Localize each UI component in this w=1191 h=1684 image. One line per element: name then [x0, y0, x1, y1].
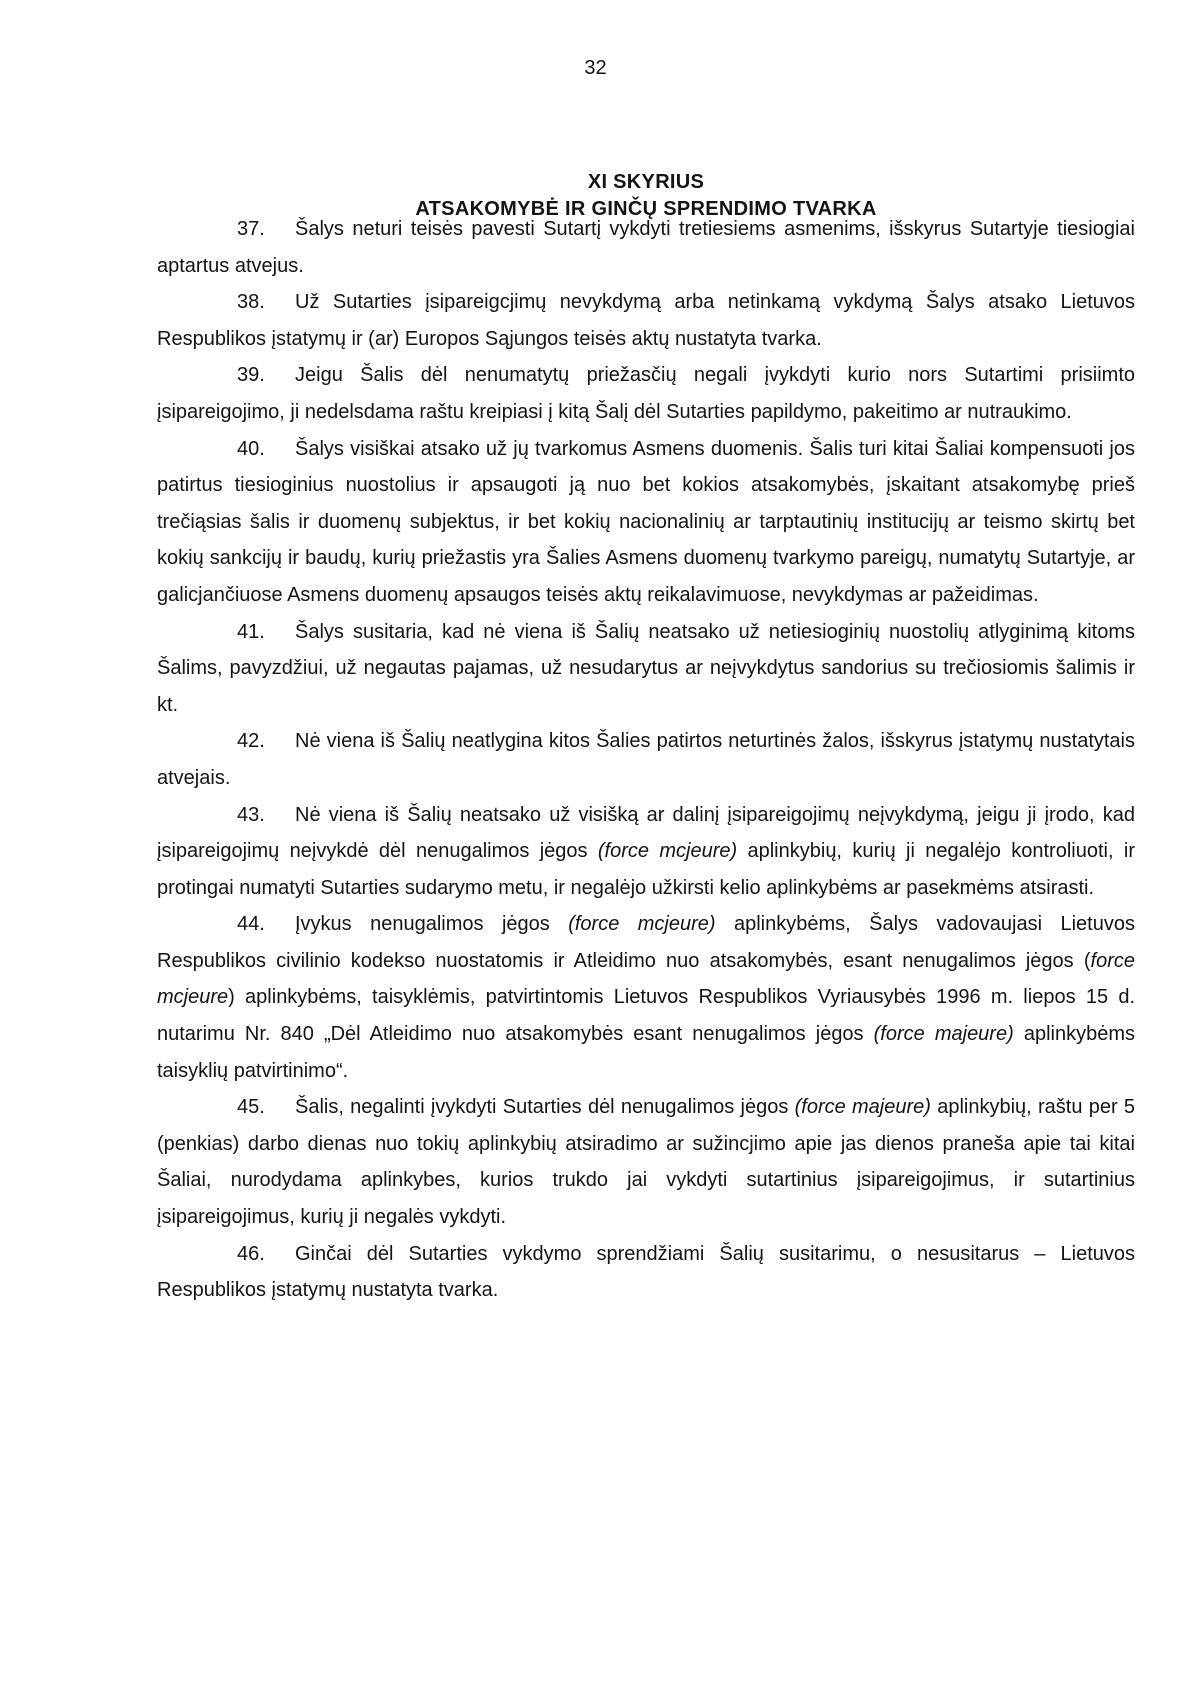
paragraph-number: 40.: [237, 437, 265, 460]
text-run: Šalys susitaria, kad nė viena iš Šalių neatsako už netiesioginių nuostolių atlyginimą kitoms Šalims, pavyzdžiui, už negautas pajamas, už nesudarytus ar neįvykdytus sandorius su trečiosiomis šalimis ir kt.: [157, 620, 1135, 716]
text-run: Šalys neturi teisės pavesti Sutartį vykdyti tretiesiems asmenims, išskyrus Sutartyje tiesiogiai aptartus atvejus.: [157, 218, 1135, 277]
text-run: aplinkybių, raštu per 5 (penkias) darbo dienas nuo tokių aplinkybių atsiradimo ar sužincjimo apie jas dienos praneša apie tai kitai Šaliai, nurodydama aplinkybes, kurios trukdo jai vykdyti sutartinius įsipareigojimus, ir sutartinius įsipareigojimus, kurių ji negalės vykdyti.: [157, 1096, 1135, 1229]
paragraph-number: 41.: [237, 620, 265, 643]
paragraph-number: 37.: [237, 218, 265, 240]
text-run: Jeigu Šalis dėl nenumatytų priežasčių negali įvykdyti kurio nors Sutartimi prisiimto įsipareigojimo, ji nedelsdama raštu kreipiasi į kitą Šalį dėl Sutarties papildymo, pakeitimo ar nutraukimo.: [157, 364, 1135, 423]
text-run: ) aplinkybėms, taisyklėmis, patvirtintomis Lietuvos Respublikos Vyriausybės 1996 m. liepos 15 d. nutarimu Nr. 840 „Dėl Atleidimo nuo atsakomybės esant nenugalimos jėgos: [157, 986, 1135, 1046]
text-run: Šalis, negalinti įvykdyti Sutarties dėl nenugalimos jėgos: [295, 1096, 795, 1119]
text-run: Šalys visiškai atsako už jų tvarkomus Asmens duomenis. Šalis turi kitai Šaliai kompensuoti jos patirtus tiesioginius nuostolius ir apsaugoti ją nuo bet kokios atsakomybės, įskaitant atsakomybę prieš trečiąsias šalis ir duomenų subjektus, ir bet kokių nacionalinių ar tarptautinių institucijų ar teismo skirtų bet kokių sankcijų ir baudų, kurių priežastis yra Šalies Asmens duomenų tvarkymo pareigų, numatytų Sutartyje, ar galicjančiuose Asmens duomenų apsaugos teisės aktų reikalavimuose, nevykdymas ar pažeidimas.: [157, 437, 1135, 606]
paragraph-number: 45.: [237, 1096, 265, 1119]
section-heading-line2: ATSAKOMYBĖ IR GINČŲ SPRENDIMO TVARKA: [415, 198, 877, 220]
italic-text-run: (force majeure): [873, 1023, 1014, 1046]
paragraph-45: [157, 1089, 1135, 1235]
paragraph-number: 44.: [237, 913, 265, 936]
italic-text-run: (force mcjeure): [597, 840, 738, 863]
page-number: 32: [584, 57, 607, 79]
text-run: aplinkybėms, Šalys vadovaujasi Lietuvos Respublikos civilinio kodekso nuostatomis ir Atleidimo nuo atsakomybės, esant nenugalimos jėgos (: [157, 913, 1135, 972]
italic-text-run: (force majeure): [794, 1096, 931, 1119]
paragraph-38: [157, 284, 1135, 357]
paragraph-number: 42.: [237, 730, 265, 753]
paragraph-41: [157, 614, 1135, 724]
text-run: Už Sutarties įsipareigcjimų nevykdymą arba netinkamą vykdymą Šalys atsako Lietuvos Respublikos įstatymų ir (ar) Europos Sąjungos teisės aktų nustatyta tvarka.: [157, 291, 1135, 350]
text-run: Įvykus nenugalimos jėgos: [295, 913, 569, 936]
text-run: Nė viena iš Šalių neatlygina kitos Šalies patirtos neturtinės žalos, išskyrus įstatymų nustatytais atvejais.: [157, 730, 1135, 789]
paragraph-37: [157, 211, 1135, 284]
text-run: Ginčai dėl Sutarties vykdymo sprendžiami Šalių susitarimu, o nesusitarus – Lietuvos Respublikos įstatymų nustatyta tvarka.: [157, 1242, 1135, 1302]
paragraph-43: [157, 797, 1135, 907]
paragraphs-container: [157, 211, 1135, 1309]
text-run: Nė viena iš Šalių neatsako už visišką ar dalinį įsipareigojimų neįvykdymą, jeigu ji įrodo, kad įsipareigojimų neįvykdė dėl nenugalimos jėgos: [157, 803, 1135, 863]
paragraph-44: [157, 906, 1135, 1089]
paragraph-39: [157, 357, 1135, 430]
paragraph-number: 39.: [237, 364, 265, 387]
section-heading-line1: XI SKYRIUS: [587, 171, 705, 193]
paragraph-number: 46.: [237, 1242, 265, 1265]
text-run: aplinkybėms taisyklių patvirtinimo“.: [157, 1023, 1135, 1082]
paragraph-42: [157, 723, 1135, 796]
paragraph-number: 38.: [237, 291, 265, 314]
italic-text-run: (force mcjeure): [568, 913, 716, 936]
paragraph-46: [157, 1236, 1135, 1309]
paragraph-40: [157, 431, 1135, 614]
italic-text-run: force mcjeure: [157, 949, 1135, 1009]
paragraph-number: 43.: [237, 803, 265, 826]
text-run: aplinkybių, kurių ji negalėjo kontroliuoti, ir protingai numatyti Sutarties sudarymo metu, ir negalėjo užkirsti kelio aplinkybėms ar pasekmėms atsirasti.: [157, 840, 1135, 899]
